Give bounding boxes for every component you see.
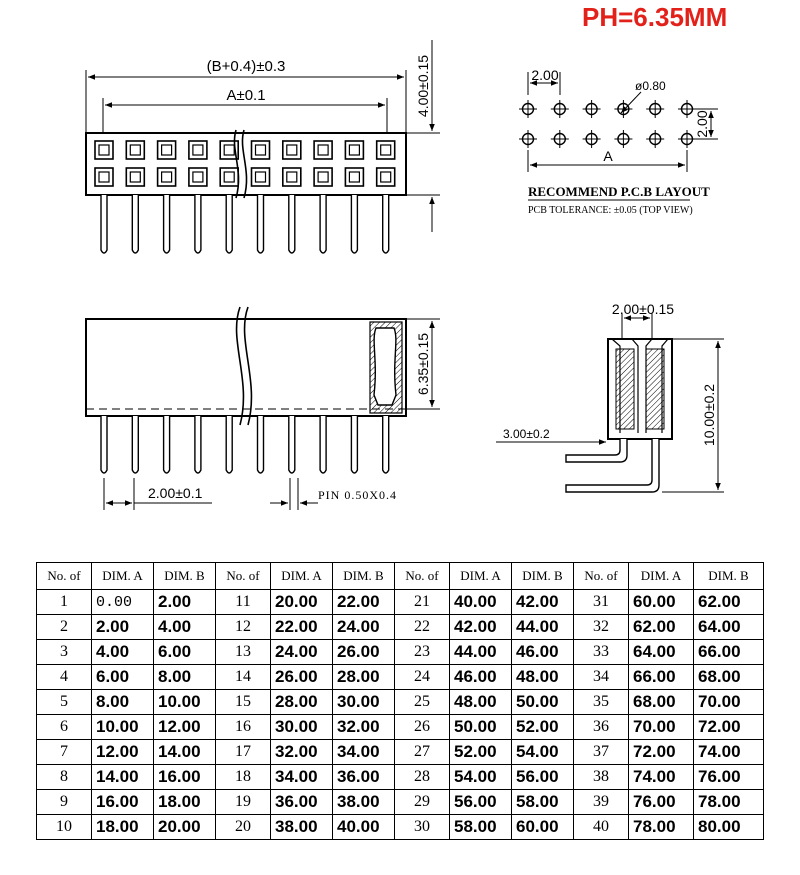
- table-cell-count: 40: [574, 815, 629, 840]
- pin-tail: [226, 195, 232, 253]
- table-cell-count: 30: [395, 815, 450, 840]
- table-cell-dim-a: 10.00: [92, 715, 154, 740]
- pin-tail: [195, 195, 201, 253]
- pcb-caption: RECOMMEND P.C.B LAYOUT: [528, 184, 710, 199]
- table-header-row: [37, 563, 764, 590]
- table-cell-count: 20: [216, 815, 271, 840]
- table-cell-dim-a: 24.00: [271, 640, 333, 665]
- table-cell-dim-b: 50.00: [512, 690, 574, 715]
- table-row: [37, 640, 764, 665]
- contact-cavity-inner: [99, 145, 109, 155]
- table-cell-dim-b: 78.00: [694, 790, 764, 815]
- pin-tail: [226, 416, 232, 473]
- table-cell-count: 5: [37, 690, 92, 715]
- pin-tail: [195, 416, 201, 473]
- table-cell-dim-a: 28.00: [271, 690, 333, 715]
- table-row: [37, 690, 764, 715]
- table-header-cell: DIM. B: [154, 563, 216, 590]
- contact-cavity: [158, 168, 176, 186]
- table-row: [37, 740, 764, 765]
- table-row: [37, 615, 764, 640]
- pin-size-label: PIN 0.50X0.4: [318, 488, 398, 502]
- table-cell-count: 12: [216, 615, 271, 640]
- table-cell-dim-a: 12.00: [92, 740, 154, 765]
- table-cell-count: 29: [395, 790, 450, 815]
- pin-tails-side: [101, 416, 389, 473]
- table-cell-dim-a: 26.00: [271, 665, 333, 690]
- pin-tail: [258, 195, 264, 253]
- table-cell-count: 24: [395, 665, 450, 690]
- pcb-pitch-x-label: 2.00: [531, 67, 559, 83]
- table-row: [37, 665, 764, 690]
- contact-cavity-inner: [224, 145, 234, 155]
- table-cell-dim-a: 58.00: [450, 815, 512, 840]
- contact-cavity-inner: [256, 145, 266, 155]
- table-row: [37, 815, 764, 840]
- table-cell-dim-a: 64.00: [629, 640, 694, 665]
- table-cell-dim-b: 32.00: [333, 715, 395, 740]
- contact-cavity-inner: [193, 145, 203, 155]
- pcb-layout: [519, 67, 718, 216]
- table-header-cell: No. of: [37, 563, 92, 590]
- table-cell-dim-b: 48.00: [512, 665, 574, 690]
- contact-cavity-inner: [318, 145, 328, 155]
- end-width-label: 2.00±0.15: [611, 301, 675, 317]
- table-cell-dim-a: 18.00: [92, 815, 154, 840]
- table-cell-count: 21: [395, 590, 450, 615]
- contact-cavity-inner: [381, 172, 391, 182]
- table-cell-dim-b: 44.00: [512, 615, 574, 640]
- table-cell-dim-b: 8.00: [154, 665, 216, 690]
- table-cell-dim-a: 4.00: [92, 640, 154, 665]
- table-cell-dim-a: 36.00: [271, 790, 333, 815]
- table-cell-dim-b: 30.00: [333, 690, 395, 715]
- table-cell-count: 2: [37, 615, 92, 640]
- table-cell-dim-a: 70.00: [629, 715, 694, 740]
- table-cell-dim-a: 54.00: [450, 765, 512, 790]
- table-cell-dim-b: 60.00: [512, 815, 574, 840]
- table-cell-dim-a: 42.00: [450, 615, 512, 640]
- pcb-pitch-y-label: 2.00: [694, 110, 710, 138]
- table-cell-dim-b: 10.00: [154, 690, 216, 715]
- contact-cavity: [377, 168, 395, 186]
- table-row: [37, 590, 764, 615]
- contact-cavity: [126, 168, 144, 186]
- table-cell-dim-a: 68.00: [629, 690, 694, 715]
- pin-tail: [383, 195, 389, 253]
- end-view: [496, 301, 724, 492]
- side-pitch-label: 2.00±0.1: [148, 485, 203, 501]
- contact-cavity-inner: [349, 145, 359, 155]
- pin-tail: [289, 416, 295, 473]
- table-header-cell: No. of: [216, 563, 271, 590]
- table-cell-dim-b: 26.00: [333, 640, 395, 665]
- contact-cavity-inner: [224, 172, 234, 182]
- table-cell-dim-b: 58.00: [512, 790, 574, 815]
- table-cell-count: 34: [574, 665, 629, 690]
- contact-cavity-inner: [318, 172, 328, 182]
- pin-tail: [320, 416, 326, 473]
- pcb-hole-dia-label: ø0.80: [635, 79, 666, 93]
- contact-cavity: [283, 141, 301, 159]
- table-cell-dim-b: 66.00: [694, 640, 764, 665]
- pin-tail: [101, 195, 107, 253]
- table-cell-count: 16: [216, 715, 271, 740]
- table-cell-dim-b: 16.00: [154, 765, 216, 790]
- housing-side-outline: [86, 319, 406, 416]
- table-cell-count: 10: [37, 815, 92, 840]
- contact-cavity-inner: [256, 172, 266, 182]
- table-cell-dim-b: 80.00: [694, 815, 764, 840]
- table-cell-count: 18: [216, 765, 271, 790]
- table-cell-count: 8: [37, 765, 92, 790]
- table-cell-dim-b: 62.00: [694, 590, 764, 615]
- table-cell-dim-b: 40.00: [333, 815, 395, 840]
- table-cell-dim-b: 52.00: [512, 715, 574, 740]
- table-cell-dim-a: 78.00: [629, 815, 694, 840]
- dim-height-top-label: 4.00±0.15: [415, 54, 431, 118]
- top-view: [86, 40, 440, 253]
- table-cell-count: 31: [574, 590, 629, 615]
- pin-tail: [164, 195, 170, 253]
- table-cell-dim-b: 6.00: [154, 640, 216, 665]
- table-cell-count: 33: [574, 640, 629, 665]
- dim-height-side-label: 6.35±0.15: [415, 332, 431, 396]
- table-cell-dim-a: 48.00: [450, 690, 512, 715]
- side-view: [86, 307, 440, 510]
- table-cell-count: 28: [395, 765, 450, 790]
- table-cell-dim-b: 20.00: [154, 815, 216, 840]
- table-header-cell: DIM. B: [512, 563, 574, 590]
- dim-overall-label: (B+0.4)±0.3: [206, 58, 286, 75]
- contact-cavity-inner: [287, 172, 297, 182]
- table-cell-count: 37: [574, 740, 629, 765]
- table-cell-count: 6: [37, 715, 92, 740]
- table-cell-dim-b: 36.00: [333, 765, 395, 790]
- table-cell-dim-b: 12.00: [154, 715, 216, 740]
- table-cell-dim-a: 6.00: [92, 665, 154, 690]
- table-header-cell: DIM. B: [694, 563, 764, 590]
- contact-cavity: [345, 168, 363, 186]
- table-cell-dim-b: 42.00: [512, 590, 574, 615]
- table-cell-count: 22: [395, 615, 450, 640]
- table-row: [37, 765, 764, 790]
- pin-tail: [320, 195, 326, 253]
- contact-cavity: [314, 141, 332, 159]
- pin-tail: [383, 416, 389, 473]
- contact-cavity-inner: [162, 172, 172, 182]
- table-cell-dim-a: 16.00: [92, 790, 154, 815]
- pcb-tolerance: PCB TOLERANCE: ±0.05 (TOP VIEW): [528, 205, 693, 216]
- table-row: [37, 790, 764, 815]
- table-cell-dim-b: 68.00: [694, 665, 764, 690]
- table-cell-count: 23: [395, 640, 450, 665]
- contact-cavity: [345, 141, 363, 159]
- table-cell-dim-a: 20.00: [271, 590, 333, 615]
- contact-cavity: [158, 141, 176, 159]
- dim-a-label: A±0.1: [226, 87, 266, 104]
- table-cell-count: 14: [216, 665, 271, 690]
- table-cell-count: 19: [216, 790, 271, 815]
- end-tail-label: 3.00±0.2: [503, 427, 550, 441]
- pin-tail: [289, 195, 295, 253]
- table-cell-count: 4: [37, 665, 92, 690]
- table-cell-dim-a: 14.00: [92, 765, 154, 790]
- table-cell-dim-a: 56.00: [450, 790, 512, 815]
- table-cell-dim-b: 2.00: [154, 590, 216, 615]
- table-cell-dim-a: 2.00: [92, 615, 154, 640]
- contact-cavity-inner: [99, 172, 109, 182]
- table-cell-dim-a: 40.00: [450, 590, 512, 615]
- table-header-cell: No. of: [574, 563, 629, 590]
- table-cell-count: 17: [216, 740, 271, 765]
- table-row: [37, 715, 764, 740]
- table-cell-dim-b: 24.00: [333, 615, 395, 640]
- contact-cavity-inner: [287, 145, 297, 155]
- pin-tail: [351, 416, 357, 473]
- table-header-cell: DIM. A: [629, 563, 694, 590]
- contact-cavity-inner: [162, 145, 172, 155]
- table-cell-dim-b: 38.00: [333, 790, 395, 815]
- table-cell-count: 1: [37, 590, 92, 615]
- table-cell-count: 26: [395, 715, 450, 740]
- table-header-cell: DIM. A: [271, 563, 333, 590]
- table-cell-dim-b: 54.00: [512, 740, 574, 765]
- table-cell-dim-a: 62.00: [629, 615, 694, 640]
- table-cell-count: 32: [574, 615, 629, 640]
- table-cell-count: 15: [216, 690, 271, 715]
- table-cell-dim-b: 34.00: [333, 740, 395, 765]
- contact-cavity: [252, 168, 270, 186]
- pin-tail: [101, 416, 107, 473]
- contact-cavity: [189, 141, 207, 159]
- table-cell-dim-b: 22.00: [333, 590, 395, 615]
- table-cell-count: 7: [37, 740, 92, 765]
- contact-cavity-inner: [381, 145, 391, 155]
- contact-cavity-inner: [130, 145, 140, 155]
- pin-tail: [164, 416, 170, 473]
- table-cell-dim-a: 50.00: [450, 715, 512, 740]
- table-cell-dim-a: 8.00: [92, 690, 154, 715]
- table-cell-dim-b: 28.00: [333, 665, 395, 690]
- table-cell-dim-a: 44.00: [450, 640, 512, 665]
- contact-cavity: [189, 168, 207, 186]
- table-cell-dim-a: 52.00: [450, 740, 512, 765]
- table-cell-dim-b: 4.00: [154, 615, 216, 640]
- table-cell-dim-b: 56.00: [512, 765, 574, 790]
- contact-cavity: [95, 168, 113, 186]
- table-cell-dim-a: 74.00: [629, 765, 694, 790]
- table-cell-count: 25: [395, 690, 450, 715]
- contact-cavity: [314, 168, 332, 186]
- table-cell-dim-b: 76.00: [694, 765, 764, 790]
- pin-tail: [132, 195, 138, 253]
- table-cell-dim-a: 0.00: [92, 590, 154, 615]
- contact-cavity: [377, 141, 395, 159]
- dimension-table: [36, 562, 764, 840]
- table-header-cell: DIM. B: [333, 563, 395, 590]
- pin-tail: [258, 416, 264, 473]
- cutaway-contact: [370, 322, 402, 413]
- table-cell-dim-b: 72.00: [694, 715, 764, 740]
- table-cell-dim-a: 66.00: [629, 665, 694, 690]
- table-cell-count: 3: [37, 640, 92, 665]
- break-line-side: [237, 307, 252, 425]
- pcb-hole-pattern: [519, 100, 696, 148]
- contact-cavity-inner: [349, 172, 359, 182]
- table-cell-dim-a: 38.00: [271, 815, 333, 840]
- contact-cavity: [126, 141, 144, 159]
- contact-cavity: [252, 141, 270, 159]
- pcb-dim-a-label: A: [603, 148, 613, 164]
- table-cell-dim-a: 22.00: [271, 615, 333, 640]
- contact-cavity-inner: [193, 172, 203, 182]
- table-cell-dim-a: 32.00: [271, 740, 333, 765]
- table-header-cell: No. of: [395, 563, 450, 590]
- table-cell-count: 39: [574, 790, 629, 815]
- table-cell-count: 38: [574, 765, 629, 790]
- table-cell-dim-b: 46.00: [512, 640, 574, 665]
- table-cell-dim-b: 70.00: [694, 690, 764, 715]
- table-cell-dim-b: 14.00: [154, 740, 216, 765]
- table-cell-dim-a: 30.00: [271, 715, 333, 740]
- end-total-height-label: 10.00±0.2: [701, 383, 717, 447]
- page-title: PH=6.35MM: [582, 2, 728, 32]
- table-cell-count: 27: [395, 740, 450, 765]
- table-cell-count: 36: [574, 715, 629, 740]
- table-cell-count: 13: [216, 640, 271, 665]
- pin-tails-top: [101, 195, 389, 253]
- table-cell-dim-a: 46.00: [450, 665, 512, 690]
- bent-pin-long: [566, 439, 659, 492]
- contact-cavity-inner: [130, 172, 140, 182]
- break-line-top: [234, 130, 246, 198]
- table-cell-dim-a: 72.00: [629, 740, 694, 765]
- table-cell-count: 11: [216, 590, 271, 615]
- table-header-cell: DIM. A: [450, 563, 512, 590]
- table-cell-dim-a: 76.00: [629, 790, 694, 815]
- table-cell-dim-a: 34.00: [271, 765, 333, 790]
- table-cell-count: 9: [37, 790, 92, 815]
- pin-tail: [132, 416, 138, 473]
- table-header-cell: DIM. A: [92, 563, 154, 590]
- table-cell-count: 35: [574, 690, 629, 715]
- table-cell-dim-b: 64.00: [694, 615, 764, 640]
- contact-cavity: [95, 141, 113, 159]
- table-cell-dim-b: 74.00: [694, 740, 764, 765]
- pin-tail: [351, 195, 357, 253]
- table-cell-dim-a: 60.00: [629, 590, 694, 615]
- contact-cavity: [220, 168, 238, 186]
- table-cell-dim-b: 18.00: [154, 790, 216, 815]
- contact-cavity: [283, 168, 301, 186]
